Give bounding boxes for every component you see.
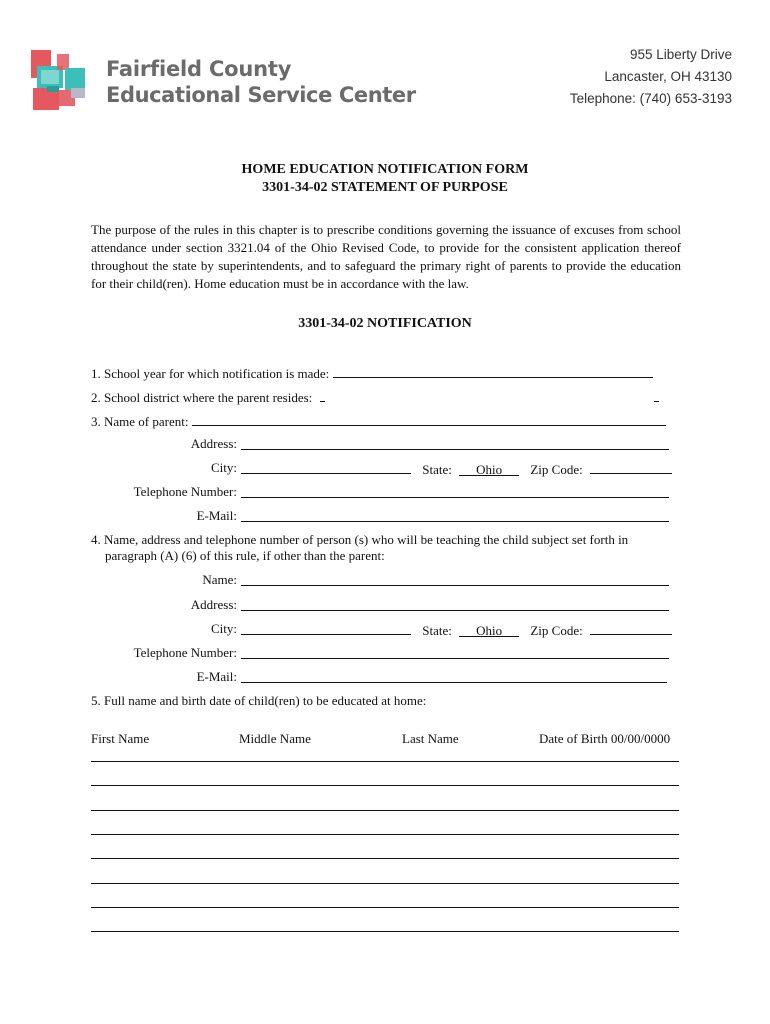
parent-telephone-field[interactable] — [241, 483, 669, 498]
parent-city-label: City: — [210, 460, 237, 475]
school-year-field[interactable] — [333, 363, 653, 378]
parent-email-label: E-Mail: — [196, 508, 237, 523]
column-last-name: Last Name — [402, 731, 459, 746]
org-telephone: Telephone: (740) 653-3193 — [569, 91, 732, 106]
parent-city-field[interactable] — [241, 459, 411, 474]
school-district-label: 2. School district where the parent resides: — [91, 390, 313, 405]
school-year-label: 1. School year for which notification is made: — [91, 366, 330, 381]
parent-state-field[interactable]: Ohio — [459, 461, 519, 476]
parent-name-field[interactable] — [192, 411, 666, 426]
teacher-email-label: E-Mail: — [196, 669, 237, 684]
parent-address-row — [241, 435, 669, 455]
column-first-name: First Name — [91, 731, 150, 746]
teacher-telephone-row — [241, 644, 669, 664]
form-title: HOME EDUCATION NOTIFICATION FORM — [241, 162, 529, 177]
teacher-name-row — [241, 571, 669, 591]
fcesc-logo — [27, 46, 89, 114]
parent-telephone-row — [241, 483, 669, 503]
org-address — [570, 44, 732, 110]
notification-title: 3301-34-02 NOTIFICATION — [298, 316, 472, 331]
parent-state-label: State: — [422, 462, 452, 477]
child-entry-line[interactable] — [91, 810, 679, 811]
parent-email-row — [241, 507, 669, 527]
parent-name-label: 3. Name of parent: — [91, 414, 189, 429]
parent-name-row — [91, 411, 666, 431]
school-district-row — [91, 387, 659, 407]
teacher-city-state-zip-row — [241, 620, 672, 640]
teacher-address-field[interactable] — [241, 596, 669, 611]
parent-zip-label: Zip Code: — [530, 462, 583, 477]
parent-address-field[interactable] — [241, 435, 669, 450]
teacher-zip-label: Zip Code: — [530, 623, 583, 638]
child-entry-line[interactable] — [91, 931, 679, 932]
teacher-question-line1: 4. Name, address and telephone number of person (s) who will be teaching the child subject set forth in — [91, 532, 629, 547]
child-entry-line[interactable] — [91, 858, 679, 859]
teacher-telephone-label: Telephone Number: — [133, 645, 237, 660]
teacher-telephone-field[interactable] — [241, 644, 669, 659]
child-entry-line[interactable] — [91, 883, 679, 884]
teacher-email-field[interactable] — [241, 668, 667, 683]
teacher-email-row — [241, 668, 667, 688]
parent-city-state-zip-row — [241, 459, 672, 479]
school-year-row — [91, 363, 653, 383]
teacher-state-label: State: — [422, 623, 452, 638]
teacher-address-label: Address: — [190, 597, 237, 612]
teacher-zip-field[interactable] — [590, 620, 672, 635]
purpose-title: 3301-34-02 STATEMENT OF PURPOSE — [262, 180, 508, 195]
teacher-address-row — [241, 596, 669, 616]
parent-zip-field[interactable] — [590, 459, 672, 474]
column-middle-name: Middle Name — [239, 731, 311, 746]
teacher-city-field[interactable] — [241, 620, 411, 635]
teacher-city-label: City: — [210, 621, 237, 636]
school-district-field[interactable] — [320, 387, 325, 402]
org-name-line2: Educational Service Center — [106, 83, 416, 107]
child-entry-line[interactable] — [91, 907, 679, 908]
child-entry-line[interactable] — [91, 834, 679, 835]
teacher-name-field[interactable] — [241, 571, 669, 586]
org-name-line1: Fairfield County — [106, 57, 292, 81]
children-question: 5. Full name and birth date of child(ren) to be educated at home: — [91, 693, 427, 708]
purpose-paragraph: The purpose of the rules in this chapter is to prescribe conditions governing the issuance of excuses from school attendance under section 3321.04 of the Ohio Revised Code, to provide for the consistent application thereof throughout the state by superintendents, and to safeguard the primary right of parents to provide the education for their child(ren). Home education must be in accordance with the law. — [91, 222, 681, 291]
address-line1: 955 Liberty Drive — [629, 47, 732, 62]
parent-address-label: Address: — [190, 436, 237, 451]
parent-email-field[interactable] — [241, 507, 669, 522]
organization-name — [106, 56, 416, 108]
teacher-state-field[interactable]: Ohio — [459, 622, 519, 637]
teacher-question-line2: paragraph (A) (6) of this rule, if other than the parent: — [105, 548, 385, 563]
school-district-field-end — [654, 387, 659, 402]
parent-telephone-label: Telephone Number: — [133, 484, 237, 499]
child-entry-line[interactable] — [91, 761, 679, 762]
teacher-name-label: Name: — [202, 572, 237, 587]
column-date-of-birth: Date of Birth 00/00/0000 — [539, 731, 671, 746]
address-line2: Lancaster, OH 43130 — [604, 69, 732, 84]
child-entry-line[interactable] — [91, 785, 679, 786]
